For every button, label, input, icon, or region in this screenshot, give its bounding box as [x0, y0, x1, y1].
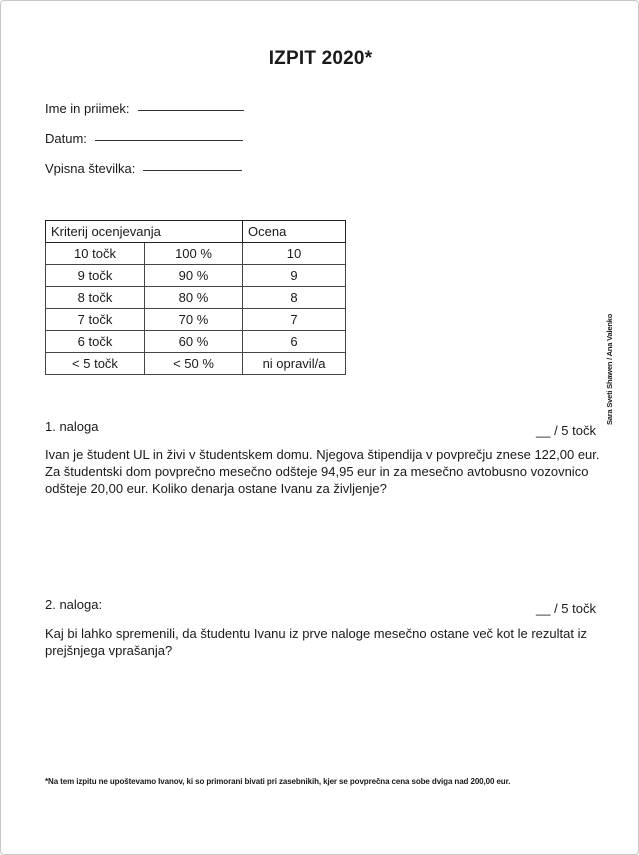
table-row [46, 243, 346, 265]
cell-points: 9 točk [46, 265, 145, 287]
grading-table [45, 220, 346, 375]
footnote: *Na tem izpitu ne upoštevamo Ivanov, ki so primorani bivati pri zasebnikih, kjer se povprečna cena sobe dviga nad 200,00 eur. [45, 777, 511, 786]
cell-percent: 90 % [145, 265, 243, 287]
table-row [46, 331, 346, 353]
task-2-label: 2. naloga: [45, 597, 103, 612]
task-2-text: Kaj bi lahko spremenili, da študentu Ivanu iz prve naloge mesečno ostane več kot le rezultat iz prejšnjega vprašanja? [45, 626, 587, 658]
name-label: Ime in priimek: [45, 101, 130, 116]
name-field [45, 101, 244, 116]
cell-percent: 100 % [145, 243, 243, 265]
cell-percent: 80 % [145, 287, 243, 309]
task-2-points[interactable]: __ / 5 točk [536, 601, 596, 616]
date-field [45, 131, 243, 146]
cell-grade: ni opravil/a [243, 353, 346, 375]
cell-grade: 9 [243, 265, 346, 287]
cell-grade: 8 [243, 287, 346, 309]
side-credit: Sara Sveti Shawen / Ana Valenko [605, 313, 614, 425]
table-row [46, 287, 346, 309]
task-1-label: 1. naloga [45, 419, 99, 434]
header-grade: Ocena [243, 221, 346, 243]
name-blank-line[interactable] [138, 109, 244, 111]
cell-percent: 60 % [145, 331, 243, 353]
header-criteria: Kriterij ocenjevanja [46, 221, 243, 243]
cell-points: < 5 točk [46, 353, 145, 375]
cell-points: 7 točk [46, 309, 145, 331]
cell-percent: 70 % [145, 309, 243, 331]
student-id-label: Vpisna številka: [45, 161, 136, 176]
table-row [46, 309, 346, 331]
cell-points: 8 točk [46, 287, 145, 309]
date-blank-line[interactable] [95, 139, 243, 141]
student-id-field [45, 161, 242, 176]
table-row [46, 265, 346, 287]
date-label: Datum: [45, 131, 87, 146]
cell-percent: < 50 % [145, 353, 243, 375]
cell-grade: 6 [243, 331, 346, 353]
grading-table-header [46, 221, 346, 243]
page-title: IZPIT 2020* [268, 48, 373, 69]
task-1-points[interactable]: __ / 5 točk [536, 423, 596, 438]
cell-grade: 7 [243, 309, 346, 331]
cell-points: 10 točk [46, 243, 145, 265]
cell-points: 6 točk [46, 331, 145, 353]
cell-grade: 10 [243, 243, 346, 265]
task-1-text: Ivan je študent UL in živi v študentskem domu. Njegova štipendija v povprečju znese 122,00 eur. Za študentski dom povprečno mesečno odšteje 94,95 eur in za mesečno avtobusno vozovnico odšteje 20,00 eur. Koliko denarja ostane Ivanu za življenje? [45, 447, 600, 496]
table-row [46, 353, 346, 375]
student-id-blank-line[interactable] [143, 169, 242, 171]
